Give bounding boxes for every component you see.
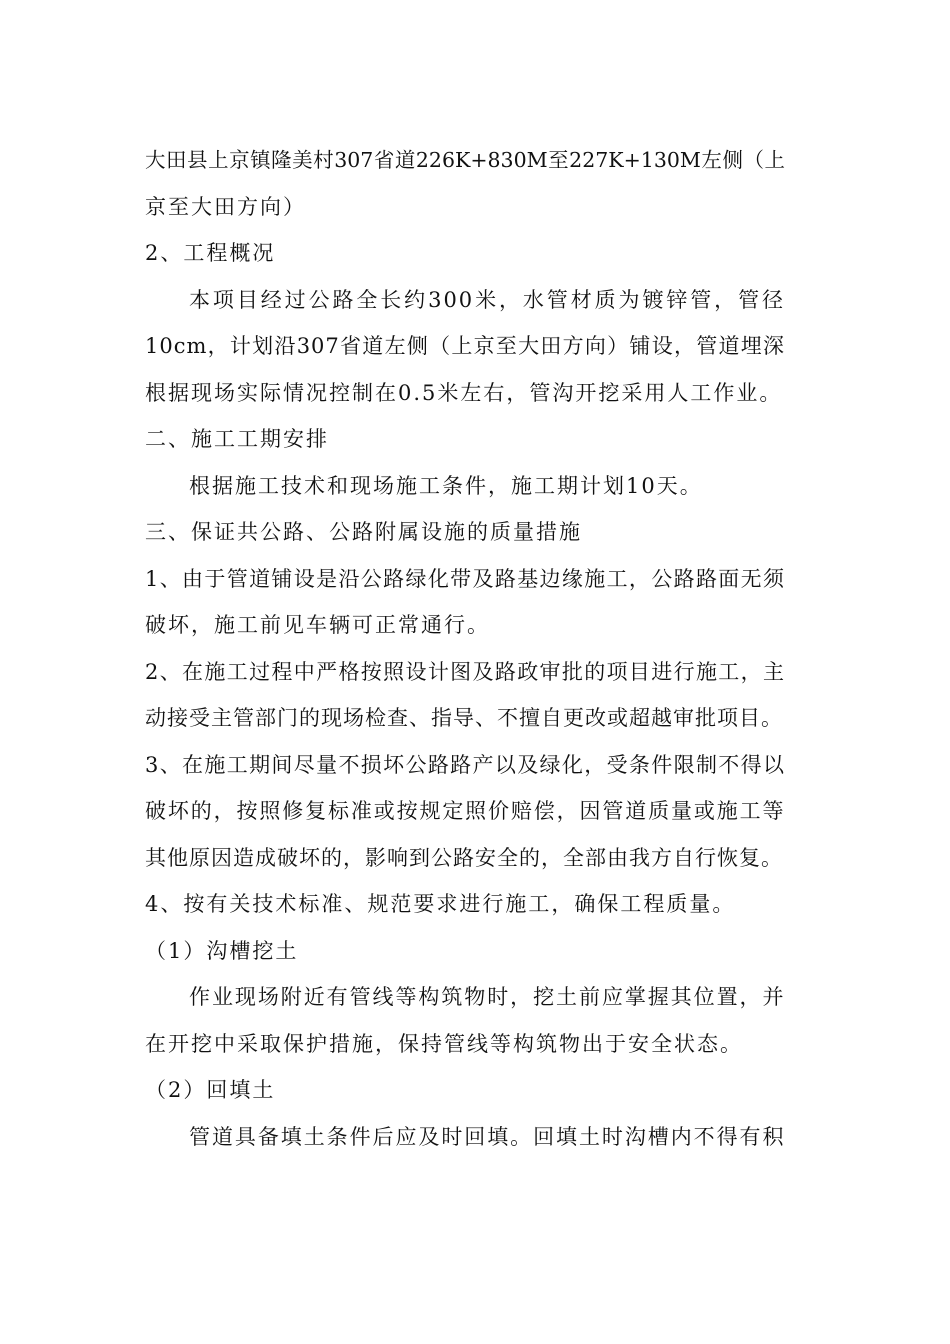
section-heading: 三、保证共公路、公路附属设施的质量措施 (145, 520, 582, 544)
text-line: 作业现场附近有管线等构筑物时，挖土前应掌握其位置，并 (189, 985, 785, 1009)
text-line: 破坏的，按照修复标准或按规定照价赔偿，因管道质量或施工等 (145, 799, 785, 823)
text-line: 1、由于管道铺设是沿公路绿化带及路基边缘施工，公路路面无须 (145, 566, 785, 591)
text-line: 管道具备填土条件后应及时回填。回填土时沟槽内不得有积 (189, 1124, 785, 1149)
section-heading: 二、施工工期安排 (145, 427, 329, 451)
subsection-heading: （1）沟槽挖土 (145, 938, 299, 963)
subsection-heading: （2）回填土 (145, 1078, 276, 1102)
text-line: 破坏，施工前见车辆可正常通行。 (145, 613, 490, 637)
text-line: 本项目经过公路全长约300米，水管材质为镀锌管，管径 (189, 287, 785, 312)
text-line: 在开挖中采取保护措施，保持管线等构筑物出于安全状态。 (145, 1031, 743, 1056)
text-line: 动接受主管部门的现场检查、指导、不擅自更改或超越审批项目。 (145, 706, 783, 730)
text-line: 10cm，计划沿307省道左侧（上京至大田方向）铺设，管道埋深 (145, 334, 785, 358)
document-body (145, 137, 785, 1160)
text-line: 3、在施工期间尽量不损坏公路路产以及绿化，受条件限制不得以 (145, 752, 785, 777)
text-line: 根据施工技术和现场施工条件，施工期计划10天。 (189, 473, 703, 498)
text-line: 大田县上京镇隆美村307省道226K+830M至227K+130M左侧（上 (145, 148, 785, 172)
text-line: 其他原因造成破坏的，影响到公路安全的，全部由我方自行恢复。 (145, 845, 783, 870)
text-line: 京至大田方向） (145, 194, 306, 219)
text-line: 根据现场实际情况控制在0.5米左右，管沟开挖采用人工作业。 (145, 380, 783, 405)
text-line: 4、按有关技术标准、规范要求进行施工，确保工程质量。 (145, 892, 736, 916)
text-line: 2、在施工过程中严格按照设计图及路政审批的项目进行施工，主 (145, 659, 785, 684)
section-heading: 2、工程概况 (145, 241, 276, 265)
